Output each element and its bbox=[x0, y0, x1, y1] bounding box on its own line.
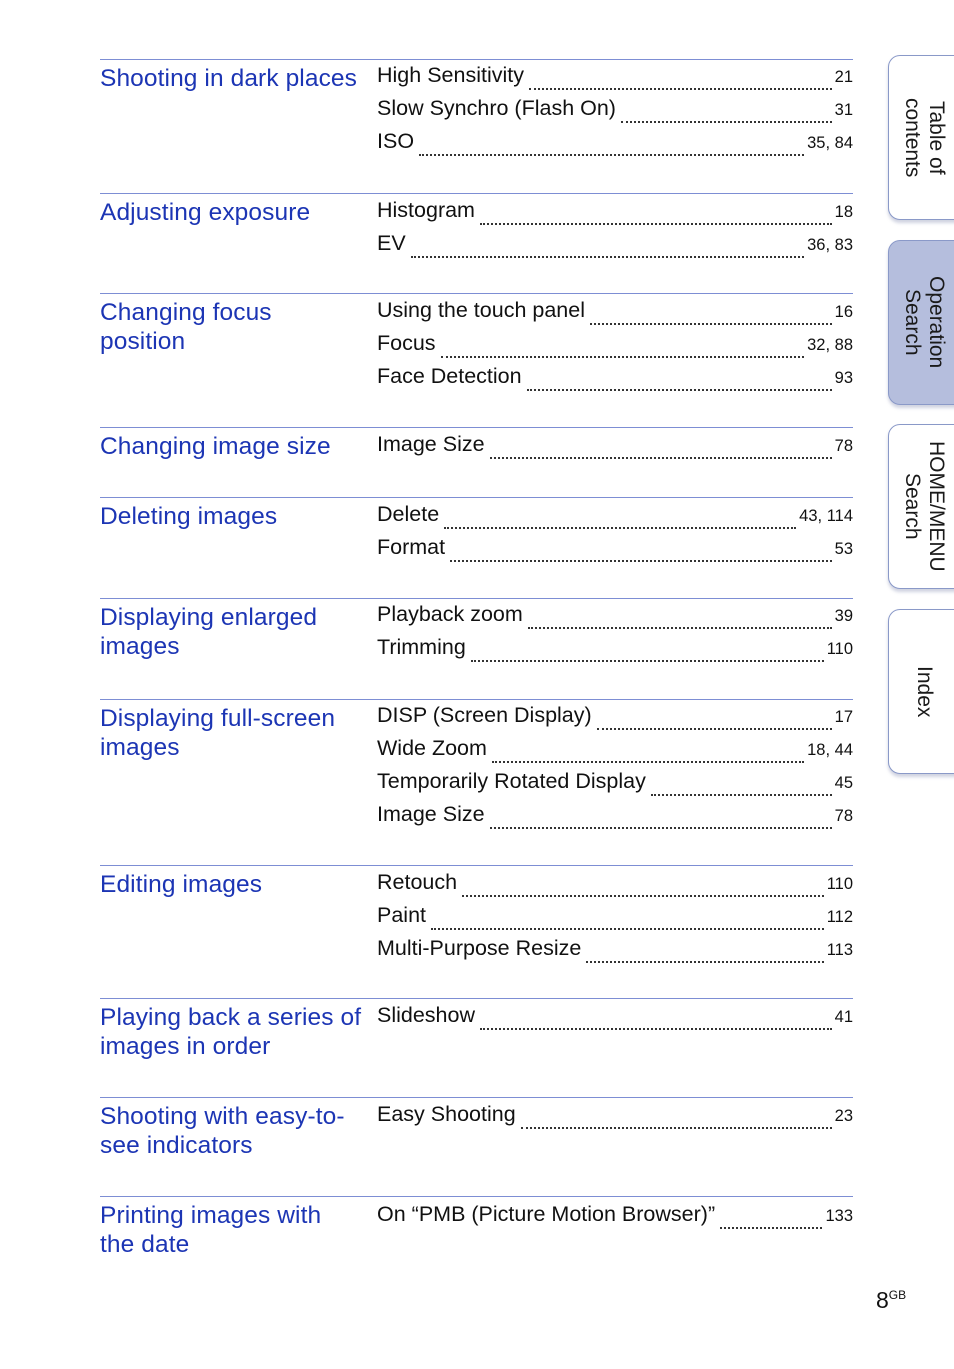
entry-label: Histogram bbox=[377, 198, 475, 222]
index-entry[interactable] bbox=[377, 432, 853, 462]
section-title[interactable]: Displaying enlarged images bbox=[100, 604, 318, 660]
dot-leader bbox=[590, 303, 832, 325]
page-reference: 112 bbox=[826, 908, 853, 926]
entry-label: Delete bbox=[377, 502, 440, 526]
entry-label: On “PMB (Picture Motion Browser)” bbox=[377, 1202, 716, 1226]
dot-leader bbox=[492, 741, 804, 763]
index-entry[interactable] bbox=[377, 769, 853, 799]
dot-leader bbox=[431, 908, 824, 930]
page-reference: 35, 84 bbox=[807, 134, 853, 152]
entry-label: Slideshow bbox=[377, 1003, 475, 1027]
index-section bbox=[100, 1196, 853, 1258]
index-entry[interactable] bbox=[377, 736, 853, 766]
dot-leader bbox=[521, 1107, 832, 1129]
page-reference: 39 bbox=[834, 607, 853, 625]
dot-leader bbox=[621, 101, 832, 123]
tab-table-of-contents[interactable] bbox=[888, 55, 954, 220]
page-reference: 17 bbox=[834, 708, 853, 726]
dot-leader bbox=[529, 68, 832, 90]
page-reference: 18, 44 bbox=[807, 741, 853, 759]
dot-leader bbox=[444, 507, 796, 529]
index-entry[interactable] bbox=[377, 802, 853, 832]
entry-label: Image Size bbox=[377, 802, 485, 826]
page-reference: 93 bbox=[834, 369, 853, 387]
section-title[interactable]: Changing focus position bbox=[100, 299, 272, 355]
index-section bbox=[100, 998, 853, 1060]
dot-leader bbox=[490, 807, 832, 829]
section-title[interactable]: Changing image size bbox=[100, 433, 331, 460]
tab-label: Operation Search bbox=[901, 276, 948, 369]
tab-label: HOME/MENU Search bbox=[901, 441, 948, 572]
section-title[interactable]: Shooting in dark places bbox=[100, 65, 357, 92]
page-reference: 78 bbox=[834, 437, 853, 455]
page-reference: 45 bbox=[834, 774, 853, 792]
section-title[interactable]: Displaying full-screen images bbox=[100, 705, 336, 761]
index-section bbox=[100, 497, 853, 559]
dot-leader bbox=[720, 1207, 822, 1229]
page-reference: 133 bbox=[825, 1207, 853, 1225]
index-entry[interactable] bbox=[377, 1003, 853, 1033]
section-title[interactable]: Printing images with the date bbox=[100, 1202, 322, 1258]
entry-label: Paint bbox=[377, 903, 427, 927]
tab-operation-search[interactable] bbox=[888, 240, 954, 405]
entry-label: Retouch bbox=[377, 870, 458, 894]
index-section bbox=[100, 1097, 853, 1159]
entry-label: High Sensitivity bbox=[377, 63, 524, 87]
page-number-suffix: GB bbox=[888, 1288, 907, 1302]
page-reference: 113 bbox=[826, 941, 853, 959]
index-entry[interactable] bbox=[377, 231, 853, 261]
entry-label: Face Detection bbox=[377, 364, 522, 388]
tab-home-menu-search[interactable] bbox=[888, 424, 954, 589]
entry-label: Format bbox=[377, 535, 446, 559]
page-reference: 43, 114 bbox=[799, 507, 853, 525]
section-title[interactable]: Shooting with easy-to- see indicators bbox=[100, 1103, 345, 1159]
dot-leader bbox=[528, 607, 832, 629]
index-entry[interactable] bbox=[377, 198, 853, 228]
entry-label: Slow Synchro (Flash On) bbox=[377, 96, 616, 120]
index-entry[interactable] bbox=[377, 870, 853, 900]
page-reference: 21 bbox=[834, 68, 853, 86]
dot-leader bbox=[471, 640, 824, 662]
index-section bbox=[100, 865, 853, 960]
entry-label: Easy Shooting bbox=[377, 1102, 516, 1126]
index-section bbox=[100, 59, 853, 153]
index-entry[interactable] bbox=[377, 96, 853, 126]
index-entry[interactable] bbox=[377, 936, 853, 966]
page-reference: 78 bbox=[834, 807, 853, 825]
page-reference: 16 bbox=[834, 303, 853, 321]
dot-leader bbox=[450, 540, 832, 562]
index-section bbox=[100, 193, 853, 255]
index-section bbox=[100, 598, 853, 660]
entry-label: Temporarily Rotated Display bbox=[377, 769, 646, 793]
index-entry[interactable] bbox=[377, 602, 853, 632]
page-reference: 53 bbox=[834, 540, 853, 558]
tab-index[interactable] bbox=[888, 609, 954, 774]
page-number-value: 8 bbox=[876, 1287, 889, 1313]
dot-leader bbox=[480, 1008, 832, 1030]
dot-leader bbox=[651, 774, 832, 796]
index-entry[interactable] bbox=[377, 63, 853, 93]
section-title[interactable]: Deleting images bbox=[100, 503, 278, 530]
index-entry[interactable] bbox=[377, 703, 853, 733]
page-reference: 18 bbox=[834, 203, 853, 221]
entry-label: Image Size bbox=[377, 432, 485, 456]
index-entry[interactable] bbox=[377, 129, 853, 159]
tab-label: Table of contents bbox=[901, 97, 948, 178]
index-entry[interactable] bbox=[377, 364, 853, 394]
page-reference: 36, 83 bbox=[807, 236, 853, 254]
entry-label: ISO bbox=[377, 129, 415, 153]
page-reference: 110 bbox=[826, 640, 853, 658]
entry-label: Multi-Purpose Resize bbox=[377, 936, 582, 960]
dot-leader bbox=[441, 336, 805, 358]
dot-leader bbox=[462, 875, 824, 897]
tab-label: Index bbox=[913, 665, 936, 718]
index-entry[interactable] bbox=[377, 331, 853, 361]
entry-label: Using the touch panel bbox=[377, 298, 585, 322]
dot-leader bbox=[527, 369, 832, 391]
section-title[interactable]: Adjusting exposure bbox=[100, 199, 311, 226]
entry-label: DISP (Screen Display) bbox=[377, 703, 592, 727]
index-section bbox=[100, 427, 853, 460]
index-entry[interactable] bbox=[377, 298, 853, 328]
dot-leader bbox=[490, 437, 832, 459]
page-reference: 31 bbox=[834, 101, 853, 119]
entry-label: Trimming bbox=[377, 635, 466, 659]
page-reference: 23 bbox=[834, 1107, 853, 1125]
index-entry[interactable] bbox=[377, 1102, 853, 1132]
page-number bbox=[876, 1287, 906, 1314]
entry-label: Focus bbox=[377, 331, 436, 355]
dot-leader bbox=[586, 941, 823, 963]
index-entry[interactable] bbox=[377, 635, 853, 665]
dot-leader bbox=[480, 203, 832, 225]
index-entry[interactable] bbox=[377, 535, 853, 565]
dot-leader bbox=[411, 236, 804, 258]
index-section bbox=[100, 699, 853, 826]
index-entry[interactable] bbox=[377, 502, 853, 532]
entry-label: Wide Zoom bbox=[377, 736, 487, 760]
dot-leader bbox=[419, 134, 804, 156]
index-entry[interactable] bbox=[377, 903, 853, 933]
section-title[interactable]: Playing back a series of images in order bbox=[100, 1004, 362, 1060]
dot-leader bbox=[597, 708, 832, 730]
page-reference: 41 bbox=[834, 1008, 853, 1026]
entry-label: EV bbox=[377, 231, 406, 255]
section-title[interactable]: Editing images bbox=[100, 871, 263, 898]
index-entry[interactable] bbox=[377, 1202, 853, 1232]
page-reference: 32, 88 bbox=[807, 336, 853, 354]
page-reference: 110 bbox=[826, 875, 853, 893]
index-section bbox=[100, 293, 853, 388]
entry-label: Playback zoom bbox=[377, 602, 523, 626]
